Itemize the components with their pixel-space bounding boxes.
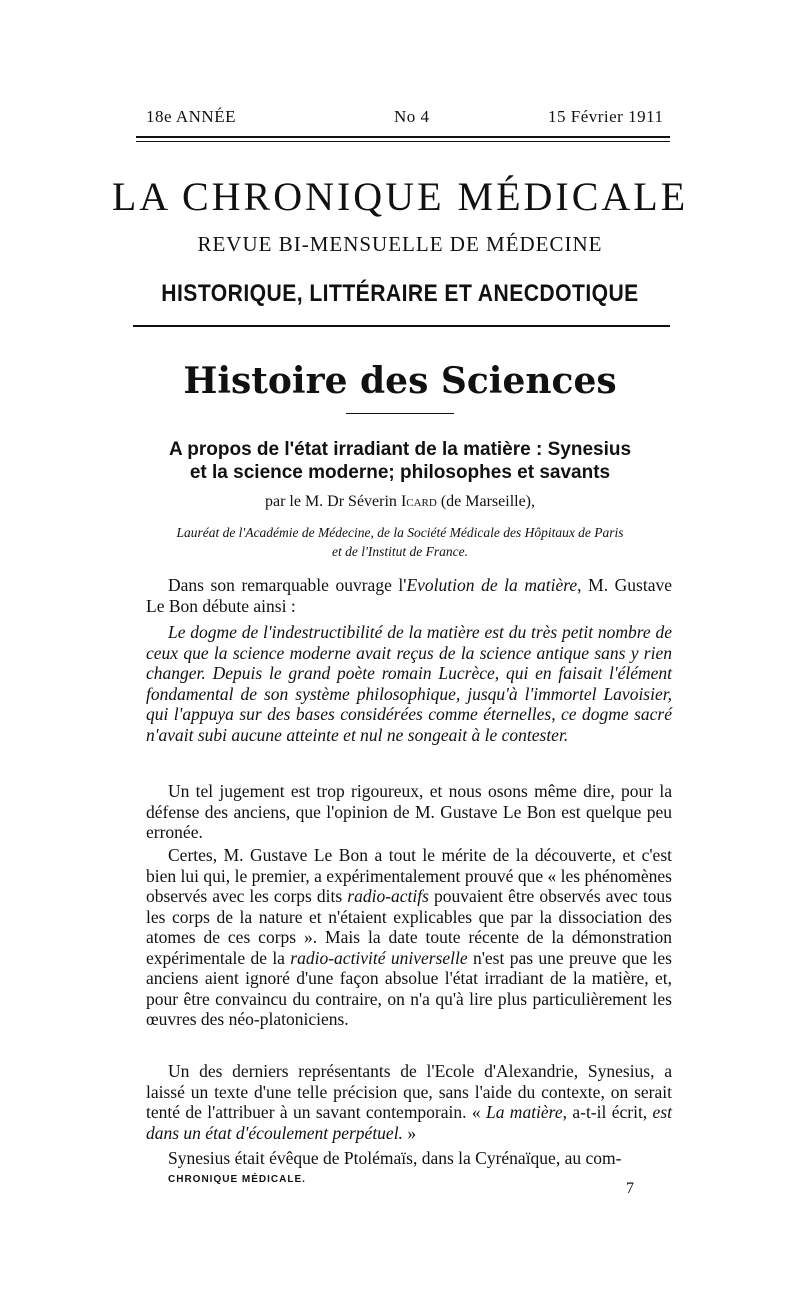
paragraph-4 <box>146 1061 672 1143</box>
masthead-title: LA CHRONIQUE MÉDICALE <box>111 174 689 219</box>
intro-end: , M. Gustave Le Bon débute ainsi : <box>146 575 672 616</box>
paragraph-3-part-b: radio-actifs <box>347 886 429 906</box>
issue-number: No 4 <box>394 107 430 126</box>
article-title-line-1: A propos de l'état irradiant de la matière : Synesius <box>168 439 632 460</box>
paragraph-4-part-a: Un des derniers représentants de l'Ecole d'Alexandrie, Synesius, a laissé un texte d'une telle précision que, sans l'aide du contexte, on serait tenté de l'attribuer à un savant contemporain. « <box>146 1061 672 1122</box>
quote-paragraph: Le dogme de l'indestructibilité de la matière est du très petit nombre de ceux que la science moderne avait reçus de la science antique sans y rien changer. Depuis le grand poète romain Lucrèce, qui en faisait l'élément fondamental de son système philosophique, jusqu'à l'immortel Lavoisier, qui l'appuya sur des bases considérées comme éternelles, ce dogme sacré n'avait subi aucune atteinte et nul ne songeait à le contester. <box>146 622 672 745</box>
author-name: Icard <box>400 493 437 510</box>
footer-journal: CHRONIQUE MÉDICALE. <box>168 1174 306 1185</box>
paragraph-3 <box>146 845 672 1030</box>
section-title: Histoire des Sciences <box>183 360 617 402</box>
intro-work: Evolution de la matière <box>406 575 578 595</box>
intro-start: Dans son remarquable ouvrage l' <box>168 575 407 595</box>
issue-date: 15 Février 1911 <box>548 107 664 126</box>
paragraph-4-part-c: , a-t-il écrit, <box>562 1102 653 1122</box>
byline-prefix: par le M. Dr Séverin <box>264 493 397 510</box>
affiliation <box>0 523 800 561</box>
paragraph-4-part-b: La matière <box>485 1102 563 1122</box>
article-title <box>0 438 800 484</box>
paragraph-4-part-e: » <box>402 1122 417 1143</box>
paragraph-3-part-d: radio-activité universelle <box>290 947 468 968</box>
paragraph-4-part-d: est dans un état d'écoulement perpétuel. <box>146 1102 672 1143</box>
affiliation-line-1: Lauréat de l'Académie de Médecine, de la Société Médicale des Hôpitaux de Paris <box>176 525 624 540</box>
paragraph-3-part-a: Certes, M. Gustave Le Bon a tout le mérite de la découverte, et c'est bien lui qui, le premier, a expérimentalement prouvé que « les phénomènes observés avec les corps dits <box>146 845 672 906</box>
paragraph-3-part-e: n'est pas une preuve que les anciens aient ignoré d'une façon absolue l'état irradiant de la matière, et, pour être convaincu du contraire, on n'a qu'à lire plus particulièrement les œuvres des néo-platoniciens. <box>146 947 672 1029</box>
affiliation-line-2: et de l'Institut de France. <box>332 544 468 559</box>
masthead-subtitle-2: HISTORIQUE, LITTÉRAIRE ET ANECDOTIQUE <box>161 280 639 307</box>
intro-paragraph <box>146 575 672 616</box>
masthead-subtitle-1: REVUE BI-MENSUELLE DE MÉDECINE <box>197 232 603 256</box>
year-label: 18e ANNÉE <box>146 107 236 126</box>
paragraph-5: Synesius était évêque de Ptolémaïs, dans la Cyrénaïque, au com- <box>168 1148 622 1168</box>
byline-suffix: (de Marseille), <box>440 493 536 510</box>
section-rule <box>346 413 454 414</box>
header-rule-thin <box>136 141 670 142</box>
paragraph-2: Un tel jugement est trop rigoureux, et nous osons même dire, pour la défense des anciens, que l'opinion de M. Gustave Le Bon est quelque peu erronée. <box>146 781 672 842</box>
masthead-rule <box>133 325 670 327</box>
article-title-line-2: et la science moderne; philosophes et savants <box>189 462 611 483</box>
header-rule-thick <box>136 136 670 138</box>
byline <box>0 493 800 511</box>
page-number: 7 <box>626 1180 634 1197</box>
paragraph-3-part-c: pouvaient être observés avec tous les corps de la nature et n'étaient explicables que par la dissociation des atomes de ces corps ». Mais la date toute récente de la démonstration expérimentale de la <box>146 886 672 968</box>
